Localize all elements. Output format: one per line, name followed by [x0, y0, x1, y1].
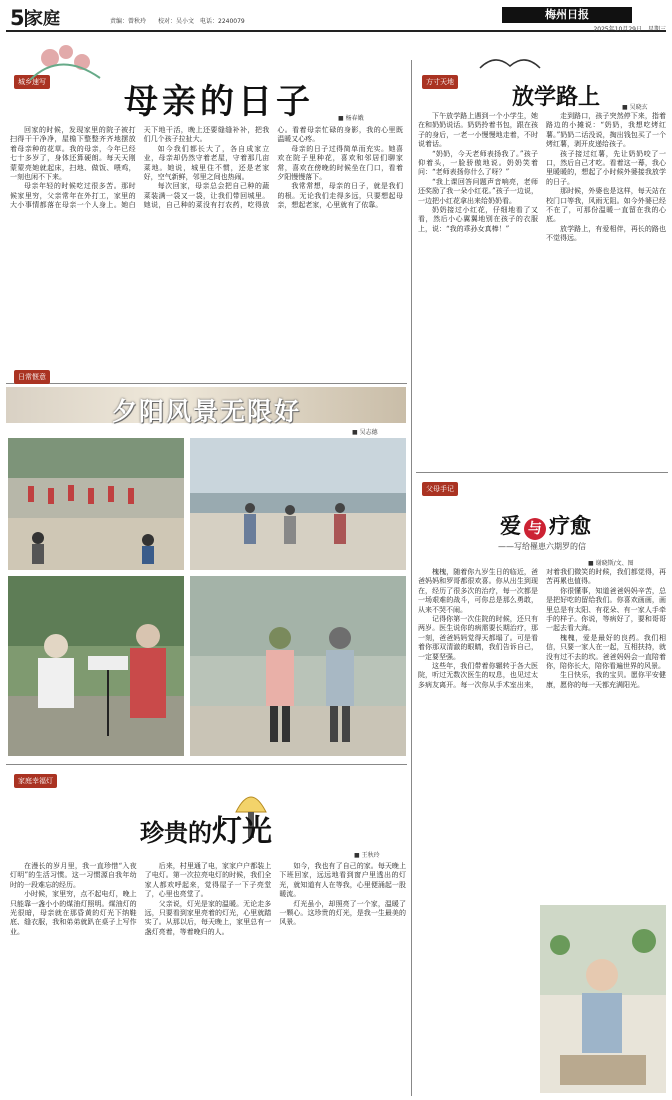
article-title-sunset: 夕阳风景无限好 — [112, 397, 302, 426]
article-byline-love: ■ 谢晓斯/文、图 — [588, 560, 634, 567]
paragraph: 父亲说，灯光是家的温暖。无论走多远，只要看到家里亮着的灯光，心里就踏实了。从那以后，每天晚上，家里总有一盏灯亮着，等着晚归的人。 — [144, 899, 272, 936]
column-divider — [411, 60, 412, 1096]
paragraph: 孩子接过红薯，先让奶奶咬了一口，然后自己才吃。看着这一幕，我心里暖暖的，想起了小时候外婆接我放学的日子。 — [546, 149, 666, 186]
flower-illustration — [10, 40, 120, 82]
page-number: 5 — [10, 6, 25, 30]
paragraph: 生日快乐，我的宝贝。愿你平安健康，愿你的每一天都充满阳光。 — [546, 671, 666, 689]
paragraph: 在漫长的岁月里，我一直珍惜“入夜灯明”的生活习惯。这一习惯源自我年幼时的一段难忘的经历。 — [10, 862, 137, 889]
title-part: 疗愈 — [549, 514, 591, 538]
section-badge: 方寸天地 — [422, 75, 458, 89]
article-subtitle-love: ——写给罹患六期罗的信 — [498, 542, 586, 551]
photo-child-illustration — [540, 905, 666, 1093]
article-title-mother: 母亲的日子 — [124, 82, 314, 122]
article-title-road: 放学路上 — [512, 85, 601, 110]
paragraph: 走到路口，孩子突然停下来，指着路边的小摊说：“奶奶，我想吃烤红薯。”奶奶二话没说，掏出钱包买了一个烤红薯，剥开皮递给孩子。 — [546, 112, 666, 149]
article-body-light — [10, 862, 406, 1094]
issue-date: 2025年10月29日 星期三 — [593, 26, 666, 33]
article-title-love — [500, 510, 591, 540]
section-rule — [416, 472, 668, 473]
staff-info: 责编：曾秋玲 校对：吴小文 电话：2240079 — [110, 18, 245, 25]
photo-walking-couple — [190, 576, 406, 756]
section-title: 家庭 — [26, 9, 60, 29]
title-part: 灯光 — [212, 814, 272, 849]
page-header — [6, 6, 666, 32]
paragraph: 记得你第一次住院的时候，还只有两岁。医生说你的病需要长期治疗，那一刻，爸爸妈妈觉得天都塌了。可是看着你那双清澈的眼睛，我们告诉自己，一定要坚强。 — [418, 615, 538, 661]
paragraph: 回家的时候，发现家里的院子被打扫得干干净净，屋檐下整整齐齐地摆放着母亲种的花草。我的母亲，今年已经七十多岁了，身体还算硬朗。每天天刚蒙蒙亮她就起床，扫地、做饭、喂鸡，一刻也闲不下来。 — [10, 126, 136, 182]
title-part: 珍贵的 — [140, 819, 212, 847]
paragraph: 灯光虽小，却照亮了一个家，温暖了一颗心。这珍贵的灯光，是我一生最美的风景。 — [279, 899, 406, 927]
article-byline-sunset: ■ 吴志德 — [352, 429, 378, 436]
section-badge: 日常惬意 — [14, 370, 50, 384]
paragraph: 我常常想，母亲的日子，就是我们的根。无论我们走得多远，只要想起母亲，想起老家，心里就有了依靠。 — [277, 182, 403, 210]
photo-waterfront-elders — [190, 438, 406, 570]
swallow-illustration — [470, 48, 550, 78]
article-body-mother — [10, 126, 403, 381]
title-part: 爱 — [500, 514, 521, 538]
section-badge: 城乡速写 — [14, 75, 50, 89]
section-rule — [6, 383, 407, 384]
paragraph: “我上课回答问题声音响亮，老师还奖励了我一朵小红花。”孩子一边说，一边把小红花拿出来给奶奶看。 — [418, 177, 538, 205]
paragraph: 你很懂事，知道爸爸妈妈辛苦，总是把好吃的留给我们。你喜欢画画，画里总是有太阳、有花朵、有一家人手牵手的样子。你说，等病好了，要和哥哥一起去看大海。 — [546, 586, 666, 633]
paragraph: 小时候，家里穷，点不起电灯，晚上只能靠一盏小小的煤油灯照明。煤油灯的光很暗，母亲就在那昏黄的灯光下纳鞋底、缝衣服，我和弟弟就趴在桌子上写作业。 — [10, 890, 137, 936]
paragraph: 如今，我也有了自己的家。每天晚上下班回家，远远地看到窗户里透出的灯光，就知道有人在等我，心里便涌起一股暖流。 — [279, 862, 406, 899]
paragraph: 下午放学路上遇到一个小学生，她在和奶奶说话。奶奶拎着书包，跟在孩子的身后，一老一小慢慢地走着，不时说着话。 — [418, 112, 538, 149]
paragraph: 放学路上，有爱相伴，再长的路也不觉得远。 — [546, 224, 666, 243]
paragraph: 母亲年轻的时候吃过很多苦。那时候家里穷，父亲常年在外打工，家里的大小事情都落在母亲一个人身上。她白天下地干活，晚上还要缝缝补补，把我们几个孩子拉扯大。 — [10, 126, 270, 210]
photo-musicians — [8, 576, 184, 756]
article-title-light — [140, 806, 272, 850]
article-byline-mother: ■ 杨春娥 — [338, 115, 364, 122]
section-badge: 父母手记 — [422, 482, 458, 496]
newspaper-logo: 梅州日报 — [502, 7, 632, 23]
paragraph: 槐槐，爱是最好的良药。我们相信，只要一家人在一起，互相扶持，就没有过不去的坎。爸爸妈妈会一直陪着你，陪你长大，陪你看遍世界的风景。 — [546, 633, 666, 671]
title-part: 与 — [524, 518, 546, 540]
article-body-love — [418, 568, 666, 900]
paragraph: 如今我们都长大了，各自成家立业，母亲却仍然守着老屋，守着那几亩菜地。她说，城里住不惯，还是老家好，空气新鲜，邻里之间也热闹。 — [143, 144, 270, 182]
section-rule — [6, 764, 407, 765]
article-byline-light: ■ 王秋玲 — [354, 852, 380, 859]
paragraph: 槐槐，随着你九岁生日的临近，爸爸妈妈和罗哥都很欢喜。你从出生到现在，经历了很多次的治疗，每一次都是一场艰难的战斗，可你总是那么勇敢，从来不哭不闹。 — [418, 568, 538, 614]
paragraph: 每次回家，母亲总会把自己种的蔬菜装满一袋又一袋，让我们带回城里。她说，自己种的菜没有打农药，吃得放心。看着母亲忙碌的身影，我的心里既温暖又心疼。 — [143, 126, 403, 210]
paragraph: 奶奶接过小红花，仔细地看了又看，然后小心翼翼地别在孩子的衣服上，说：“我的乖孙女真棒！” — [418, 206, 538, 233]
paragraph: 这些年，我们带着你辗转于各大医院，听过无数次医生的叹息，也见过太多病友离开。每一次你从手术室出来，对着我们微笑的时候，我们都觉得，再苦再累也值得。 — [418, 568, 666, 689]
article-body-road — [418, 112, 666, 468]
paragraph: 那时候，外婆也是这样，每天站在校门口等我，风雨无阻。如今外婆已经不在了，可那份温暖一直留在我的心底。 — [546, 187, 666, 224]
paragraph: 母亲的日子过得简单而充实。她喜欢在院子里种花，喜欢和邻居们聊家常，喜欢在傍晚的时候坐在门口，看着夕阳慢慢落下。 — [277, 144, 403, 182]
photo-dancers-square — [8, 438, 184, 570]
paragraph: 后来，村里通了电，家家户户都装上了电灯。第一次拉亮电灯的时候，我们全家人都欢呼起来，觉得屋子一下子亮堂了，心里也亮堂了。 — [144, 862, 272, 899]
article-byline-road: ■ 吴晓玄 — [622, 104, 648, 111]
section-badge: 家庭幸福灯 — [14, 774, 57, 788]
paragraph: “奶奶，今天老师表扬我了。”孩子仰着头，一脸骄傲地说。奶奶笑着问：“老师表扬你什么了呀？” — [418, 149, 538, 177]
